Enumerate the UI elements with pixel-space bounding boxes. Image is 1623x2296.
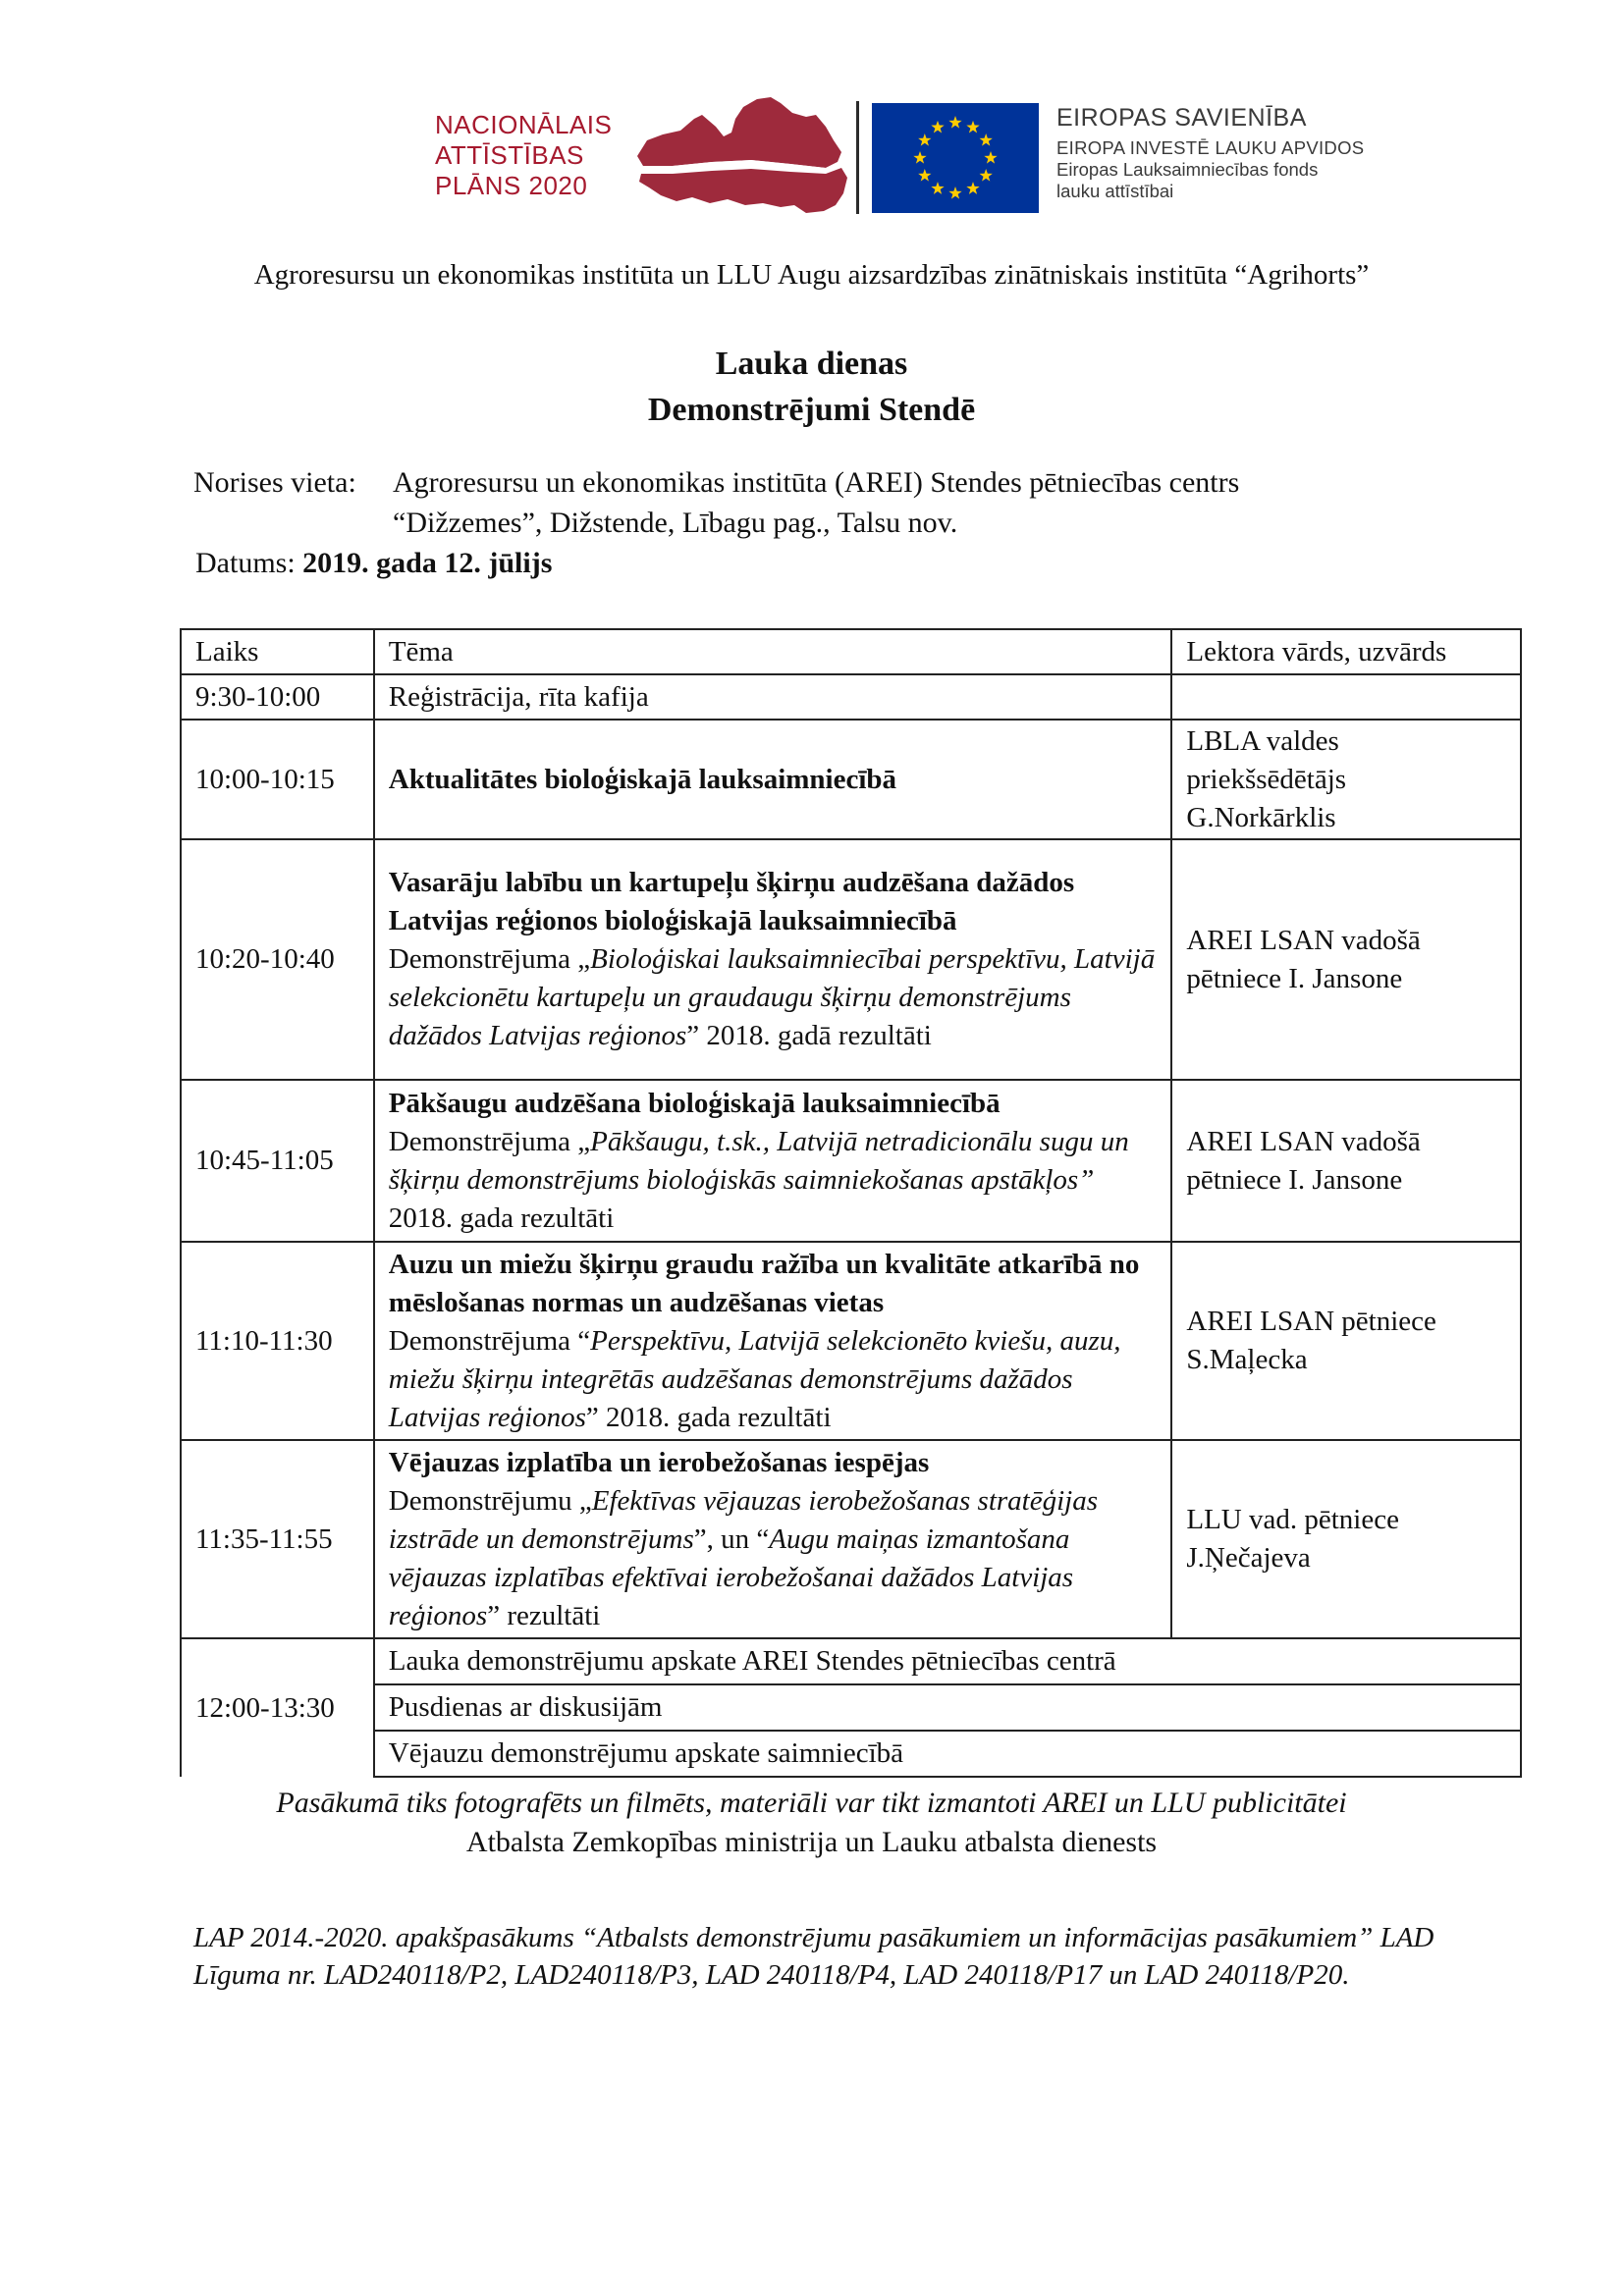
table-row [181,1080,1521,1242]
table-row [181,720,1521,839]
desc-text: Demonstrējuma „ [388,1125,591,1157]
desc-text: ” 2018. gadā rezultāti [686,1020,932,1051]
demo-name: Pākšaugu, t.sk., Latvijā netradicionālu sugu un šķirņu demonstrējums bioloģiskās saimniekošanas apstākļos” [388,1125,1129,1196]
date-row [195,547,552,580]
publicity-note: Pasākumā tiks fotografēts un filmēts, materiāli var tikt izmantoti AREI un LLU publicitātei [276,1787,1347,1819]
lector-line: J.Ņečajeva [1186,1542,1311,1574]
lector-cell [1171,1080,1521,1242]
demo-name: Bioloģiskai lauksaimniecībai perspektīvu, Latvijā selekcionētu kartupeļu un graudaugu šķirņu demonstrējums dažādos Latvijas reģionos [388,943,1156,1051]
time-cell: 10:45-11:05 [181,1080,374,1242]
topic-description [389,1482,1158,1635]
desc-text: 2018. gada rezultāti [388,1201,615,1234]
nap-logo-text [435,110,631,201]
topic-title: Vējauzas izplatība un ierobežošanas iespējas [388,1446,930,1478]
desc-text: ” 2018. gada rezultāti [585,1401,832,1433]
topic-description [389,940,1158,1055]
nap-line: PLĀNS 2020 [435,171,588,200]
lap-line: LAP 2014.-2020. apakšpasākums “Atbalsts demonstrējumu pasākumiem un informācijas pasākumiem” LAD [193,1922,1434,1953]
demo-name: Efektīvas vējauzas ierobežošanas stratēģijas izstrāde un demonstrējums [388,1484,1098,1555]
time-cell: 10:20-10:40 [181,839,374,1080]
logo-divider [856,101,859,214]
lector-cell [1171,720,1521,839]
topic-cell [374,720,1172,839]
time-cell: 12:00-13:30 [181,1638,374,1777]
column-header: Tēma [374,629,1172,674]
time-cell: 11:35-11:55 [181,1440,374,1638]
eu-fund-line: lauku attīstībai [1056,181,1174,201]
topic-cell [374,839,1172,1080]
lector-line: LLU vad. pētniece [1186,1504,1399,1535]
time-cell: 11:10-11:30 [181,1242,374,1440]
eu-logo-text [1056,102,1449,202]
topic-cell [374,1242,1172,1440]
eu-fund-line: Eiropas Lauksaimniecības fonds [1056,159,1319,180]
lector-line: pētniece I. Jansone [1186,1163,1403,1196]
topic-title: Aktualitātes bioloģiskajā lauksaimniecībā [388,763,897,795]
lap-reference [193,1919,1548,1994]
topic-title: Vasarāju labību un kartupeļu šķirņu audzēšana dažādos Latvijas reģionos bioloģiskajā lauksaimniecībā [388,867,1075,936]
lector-cell [1171,1440,1521,1638]
topic-title: Pākšaugu audzēšana bioloģiskajā lauksaimniecībā [388,1087,1001,1119]
place-value: “Dižzemes”, Dižstende, Lībagu pag., Talsu nov. [393,507,958,539]
title-line: Lauka dienas [715,346,908,382]
topic-description [389,1123,1158,1238]
page-title [0,341,1623,433]
topic-cell: Reģistrācija, rīta kafija [374,674,1172,720]
date-label: Datums: [195,547,296,579]
nap-line: ATTĪSTĪBAS [435,140,584,170]
table-row [181,1638,1521,1684]
table-row [181,1242,1521,1440]
date-value: 2019. gada 12. jūlijs [302,547,553,579]
support-line: Atbalsta Zemkopības ministrija un Lauku atbalsta dienests [465,1826,1158,1858]
demo-name: Perspektīvu, Latvijā selekcionēto kviešu, auzu, miežu šķirņu integrētās audzēšanas demonstrējums dažādos Latvijas reģionos [388,1324,1121,1433]
table-row [181,1731,1521,1777]
eu-title: EIROPAS SAVIENĪBA [1056,104,1307,132]
eu-flag-icon [872,103,1039,213]
place-label: Norises vieta: [193,466,356,499]
lector-line: AREI LSAN vadošā [1186,1125,1421,1157]
desc-text: ” rezultāti [487,1599,601,1631]
time-cell: 9:30-10:00 [181,674,374,720]
lap-line: Līguma nr. LAD240118/P2, LAD240118/P3, LAD 240118/P4, LAD 240118/P17 un LAD 240118/P20. [193,1959,1350,1991]
table-row [181,839,1521,1080]
lector-cell [1171,674,1521,720]
topic-cell [374,1080,1172,1242]
nap-line: NACIONĀLAIS [435,110,613,139]
time-cell: 10:00-10:15 [181,720,374,839]
title-line: Demonstrējumi Stendē [647,392,976,428]
institutes-line: Agroresursu un ekonomikas institūta un LLU Augu aizsardzības zinātniskais institūta “Agrihorts” [253,259,1370,291]
activity-cell: Vējauzu demonstrējumu apskate saimniecībā [374,1731,1521,1777]
lector-line: pētniece I. Jansone [1186,962,1403,994]
desc-text: Demonstrējumu „ [388,1484,592,1517]
lector-line: AREI LSAN vadošā [1186,924,1421,956]
table-row [181,1684,1521,1731]
topic-description [389,1322,1158,1437]
lector-cell [1171,839,1521,1080]
table-header-row [181,629,1521,674]
lector-line: LBLA valdes [1186,724,1339,757]
table-row [181,1440,1521,1638]
place-value: Agroresursu un ekonomikas institūta (AREI) Stendes pētniecības centrs [393,466,1240,499]
lector-line: S.Maļecka [1186,1344,1308,1375]
topic-cell [374,1440,1172,1638]
desc-text: Demonstrējuma “ [388,1324,591,1357]
lector-line: G.Norkārklis [1186,801,1336,833]
table-row [181,674,1521,720]
desc-text: Demonstrējuma „ [388,943,591,975]
lector-line: AREI LSAN pētniece [1186,1306,1436,1337]
schedule-table [180,628,1522,1778]
topic-title: Auzu un miežu šķirņu graudu ražība un kvalitāte atkarībā no mēslošanas normas un audzēšanas vietas [388,1248,1140,1318]
desc-text: ”, un “ [693,1522,770,1555]
demo-name: Augu maiņas izmantošana vējauzas izplatības efektīvai ierobežošanai dažādos Latvijas reģionos [388,1522,1074,1631]
latvia-map-logo [633,95,851,215]
column-header: Laiks [181,629,374,674]
eu-subtitle: EIROPA INVESTĒ LAUKU APVIDOS [1056,137,1365,158]
column-header: Lektora vārds, uzvārds [1171,629,1521,674]
lector-cell [1171,1242,1521,1440]
activity-cell: Pusdienas ar diskusijām [374,1684,1521,1731]
lector-line: priekšsēdētājs [1186,763,1347,795]
activity-cell: Lauka demonstrējumu apskate AREI Stendes pētniecības centrā [374,1638,1521,1684]
